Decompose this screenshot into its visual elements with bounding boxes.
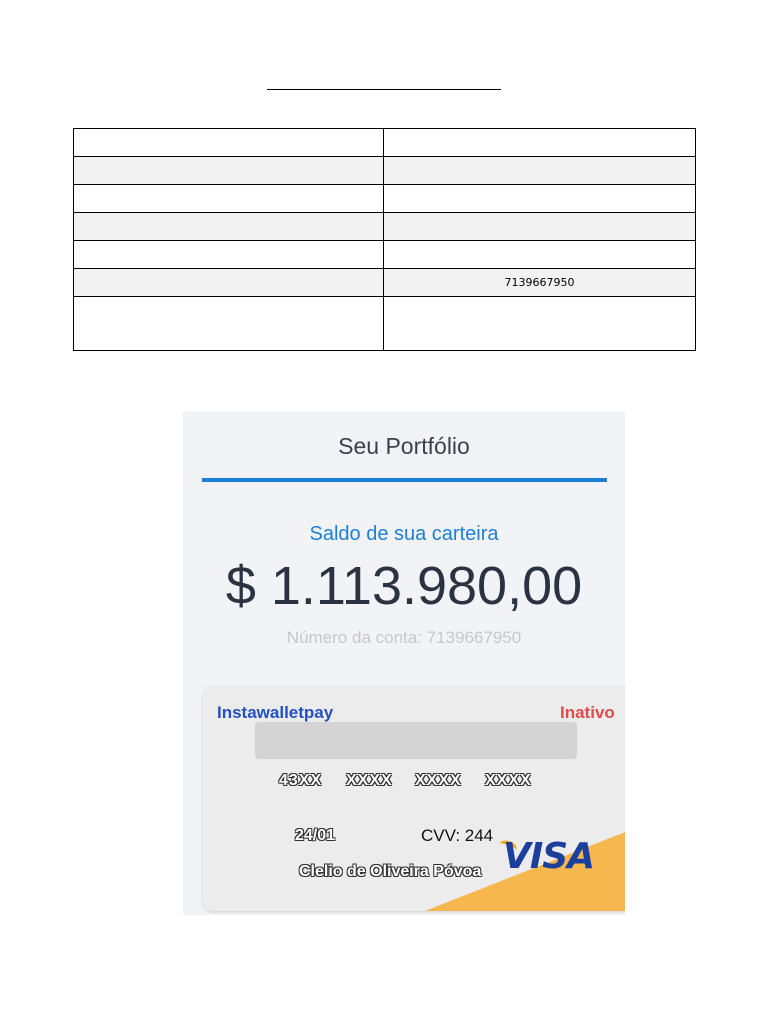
visa-logo-icon: VISA: [503, 836, 595, 877]
table-row: [74, 185, 696, 213]
table-cell: [384, 157, 696, 185]
card-number-group: XXXX: [415, 772, 462, 789]
table-cell: [384, 129, 696, 157]
table-row: [74, 157, 696, 185]
card-chip-bar: [255, 722, 577, 759]
table-cell: [74, 241, 384, 269]
table-row: [74, 241, 696, 269]
table-cell: [74, 269, 384, 297]
table-cell: [384, 213, 696, 241]
card-number-group: 43XX: [279, 772, 323, 789]
table-cell: [74, 129, 384, 157]
table-cell: [74, 157, 384, 185]
card-status-badge: Inativo: [560, 703, 615, 722]
table-row: [74, 213, 696, 241]
page-title: Seu Portfólio: [338, 433, 470, 459]
table-row: [74, 297, 696, 351]
table-cell: [384, 185, 696, 213]
card-expiry: 24/01: [295, 827, 336, 844]
account-number-cell: 7139667950: [384, 269, 696, 297]
balance-value: $ 1.113.980,00: [225, 556, 583, 616]
table-row: [74, 269, 696, 297]
balance-label: Saldo de sua carteira: [309, 523, 499, 545]
table-cell: [74, 297, 384, 351]
tab-indicator: [202, 478, 607, 482]
info-table: [73, 128, 696, 351]
card-holder-name: Clelio de Oliveira Póvoa: [299, 863, 482, 880]
table-row: [74, 129, 696, 157]
title-underline: [267, 89, 501, 90]
card-brand: Instawalletpay: [217, 703, 334, 722]
wallet-screenshot: [183, 411, 625, 915]
card-number-group: XXXX: [346, 772, 393, 789]
table-cell: [384, 297, 696, 351]
card-number-group: XXXX: [485, 772, 532, 789]
table-cell: [74, 185, 384, 213]
card-cvv: CVV: 244: [421, 826, 494, 845]
credit-card[interactable]: [203, 686, 625, 911]
table-cell: [384, 241, 696, 269]
table-cell: [74, 213, 384, 241]
account-number: Número da conta: 7139667950: [286, 628, 522, 647]
